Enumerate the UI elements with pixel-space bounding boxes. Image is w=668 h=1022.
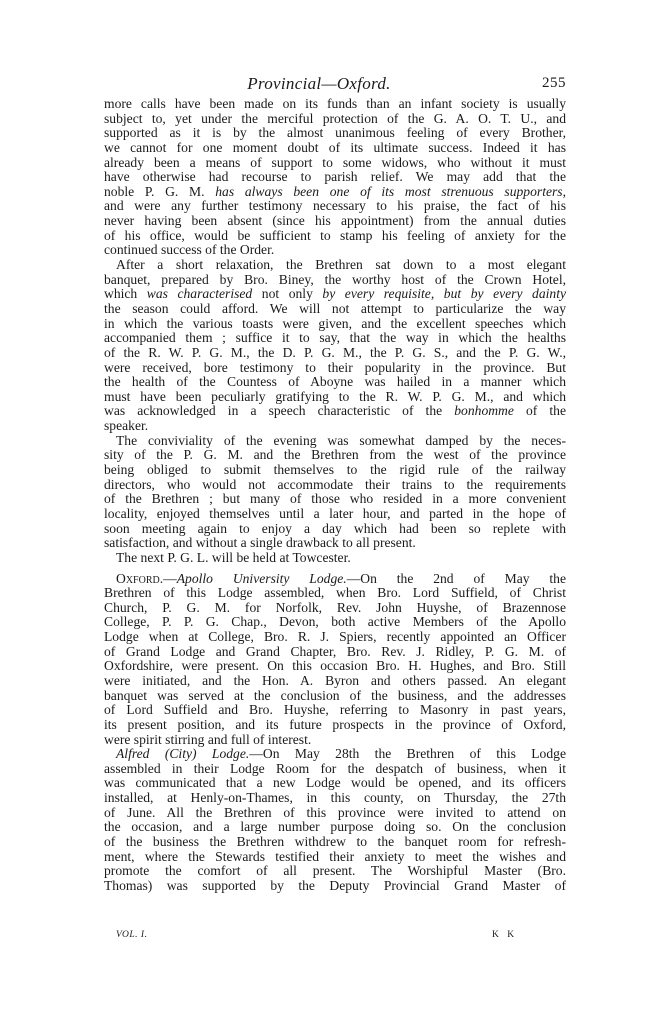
text-line: College, P. P. G. Chap., Devon, both active Members of the Apollo <box>104 614 566 630</box>
text-line: in which the various toasts were given, and the excellent speeches which <box>104 315 566 331</box>
text-line: of Grand Lodge and Grand Chapter, Bro. Rev. J. Ridley, P. G. M. of <box>104 643 566 659</box>
text-line: of Lord Suffield and Bro. Huyshe, referring to Masonry in past years, <box>104 702 566 718</box>
body-text <box>104 97 566 894</box>
text-line: Brethren of this Lodge assembled, when Bro. Lord Suffield, of Christ <box>104 585 566 601</box>
text-line: already been a means of support to some widows, who without it must <box>104 154 566 170</box>
text-line: must have been peculiarly gratifying to the R. W. P. G. M., and which <box>104 388 566 404</box>
text-line: Alfred (City) Lodge.—On May 28th the Brethren of this Lodge <box>116 746 566 762</box>
running-title: Provincial—Oxford. <box>247 74 391 93</box>
text-line: subject to, yet under the merciful protection of the G. A. O. T. U., and <box>104 110 566 126</box>
text-line: soon meeting again to enjoy a day which had been so replete with <box>104 520 566 536</box>
volume-signature: VOL. I. <box>116 930 148 940</box>
text-line: sity of the P. G. M. and the Brethren from the west of the province <box>104 447 566 463</box>
text-line: being obliged to submit themselves to the rigid rule of the railway <box>104 462 566 478</box>
text-line: speaker. <box>104 418 149 434</box>
text-line: After a short relaxation, the Brethren sat down to a most elegant <box>116 257 566 273</box>
text-line: noble P. G. M. has always been one of its most strenuous supporters, <box>104 183 566 199</box>
text-line: of the Brethren ; but many of those who resided in a more convenient <box>104 491 566 507</box>
text-line: of the business the Brethren withdrew to the banquet room for refresh- <box>104 834 566 850</box>
text-line: more calls have been made on its funds than an infant society is usually <box>104 96 566 111</box>
text-line: the season could afford. We will not attempt to particularize the way <box>104 300 566 316</box>
text-line: Oxfordshire, were present. On this occasion Bro. H. Hughes, and Bro. Still <box>104 658 566 674</box>
text-line: continued success of the Order. <box>104 242 275 258</box>
text-line: its present position, and its future prospects in the province of Oxford, <box>104 716 566 732</box>
text-line: Oxford.—Apollo University Lodge.—On the 2nd of May the <box>116 570 566 586</box>
text-line: we cannot for one moment doubt of its ultimate success. Indeed it has <box>104 139 566 155</box>
text-line: of June. All the Brethren of this province were invited to attend on <box>104 804 566 820</box>
text-line: of his office, would be sufficient to stamp his feeling of anxiety for the <box>104 227 566 243</box>
text-line: The next P. G. L. will be held at Towcester. <box>116 549 351 565</box>
text-line: were received, bore testimony to their popularity in the province. But <box>104 359 566 375</box>
text-line: installed, at Henly-on-Thames, in this county, on Thursday, the 27th <box>104 790 566 806</box>
text-line: was acknowledged in a speech characteristic of the bonhomme of the <box>104 403 566 419</box>
text-line: ment, where the Stewards testified their anxiety to meet the wishes and <box>104 848 566 864</box>
lodge-name-alfred: Alfred (City) Lodge. <box>116 746 250 762</box>
text-line: were spirit stirring and full of interest. <box>104 731 312 747</box>
page-footer <box>104 930 566 944</box>
text-line: The conviviality of the evening was somewhat damped by the neces- <box>116 432 566 448</box>
text-line: and were any further testimony necessary to his praise, the fact of his <box>104 198 566 214</box>
text-line: were initiated, and the Hon. A. Byron and others passed. An elegant <box>104 672 566 688</box>
text-line: accompanied them ; suffice it to say, that the way in which the healths <box>104 330 566 346</box>
text-line: of the R. W. P. G. M., the D. P. G. M., the P. G. S., and the P. G. W., <box>104 344 566 360</box>
text-line: promote the comfort of all present. The Worshipful Master (Bro. <box>104 863 566 879</box>
text-line: the occasion, and a large number purpose doing so. On the conclusion <box>104 819 566 835</box>
text-line: Thomas) was supported by the Deputy Provincial Grand Master of <box>104 877 566 893</box>
text-line: banquet, prepared by Bro. Biney, the worthy host of the Crown Hotel, <box>104 271 566 287</box>
text-line: assembled in their Lodge Room for the despatch of business, when it <box>104 760 566 776</box>
text-line: Lodge when at College, Bro. R. J. Spiers, recently appointed an Officer <box>104 629 566 645</box>
text-line: directors, who would not accommodate their trains to the requirements <box>104 476 566 492</box>
lodge-name-apollo: Apollo University Lodge. <box>176 570 347 586</box>
text-line: banquet was served at the conclusion of the business, and the addresses <box>104 687 566 703</box>
text-line: satisfaction, and without a single drawback to all present. <box>104 535 416 551</box>
text-line: have otherwise had recourse to parish relief. We may add that the <box>104 169 566 185</box>
text-line: supported as it is by the almost unanimous feeling of every Brother, <box>104 125 566 141</box>
running-head <box>104 74 566 94</box>
text-line: Church, P. G. M. for Norfolk, Rev. John Huyshe, of Brazennose <box>104 599 566 615</box>
gathering-signature: K K <box>492 930 518 940</box>
text-line: never having been absent (since his appointment) from the annual duties <box>104 213 566 229</box>
section-heading-oxford: Oxford. <box>116 570 164 586</box>
text-line: the health of the Countess of Aboyne was hailed in a manner which <box>104 374 566 390</box>
text-line: locality, enjoyed themselves until a later hour, and parted in the hope of <box>104 505 566 521</box>
text-line: which was characterised not only by every requisite, but by every dainty <box>104 286 567 302</box>
text-line: was communicated that a new Lodge would be opened, and its officers <box>104 775 566 791</box>
page-number: 255 <box>542 75 566 91</box>
